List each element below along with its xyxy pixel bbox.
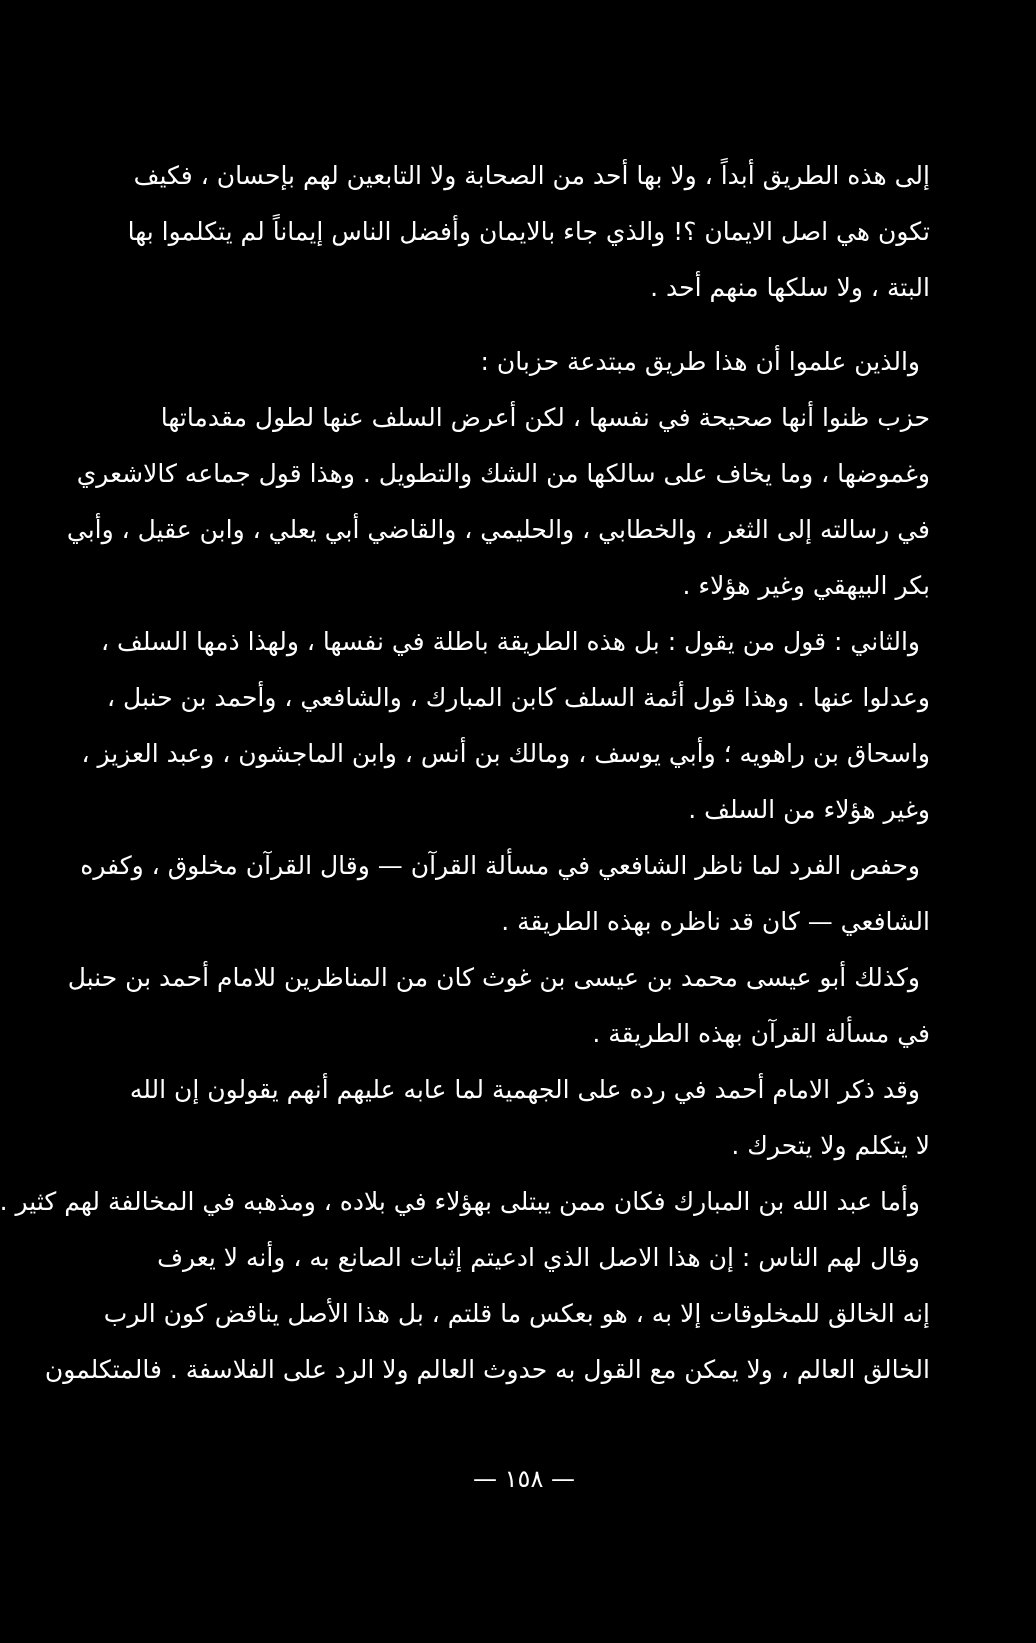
- text-line: وكذلك أبو عيسى محمد بن عيسى بن غوث كان من المناظرين للامام أحمد بن حنبل: [67, 963, 920, 992]
- page-number: — ١٥٨ —: [473, 1465, 575, 1493]
- text-line: في مسألة القرآن بهذه الطريقة .: [592, 1019, 930, 1048]
- text-line: تكون هي اصل الايمان ؟! والذي جاء بالايمان وأفضل الناس إيماناً لم يتكلموا بها: [127, 217, 930, 246]
- text-line: البتة ، ولا سلكها منهم أحد .: [650, 273, 930, 302]
- text-line: والثاني : قول من يقول : بل هذه الطريقة باطلة في نفسها ، ولهذا ذمها السلف ،: [101, 627, 920, 656]
- text-line: وأما عبد الله بن المبارك فكان ممن يبتلى بهؤلاء في بلاده ، ومذهبه في المخالفة لهم كثير .: [0, 1187, 920, 1216]
- text-line: وحفص الفرد لما ناظر الشافعي في مسألة القرآن — وقال القرآن مخلوق ، وكفره: [80, 851, 920, 880]
- text-line: بكر البيهقي وغير هؤلاء .: [682, 571, 930, 600]
- text-line: وقال لهم الناس : إن هذا الاصل الذي ادعيتم إثبات الصانع به ، وأنه لا يعرف: [157, 1243, 920, 1272]
- text-line: وقد ذكر الامام أحمد في رده على الجهمية لما عابه عليهم أنهم يقولون إن الله: [129, 1075, 920, 1104]
- text-line: واسحاق بن راهويه ؛ وأبي يوسف ، ومالك بن أنس ، وابن الماجشون ، وعبد العزيز ،: [81, 739, 930, 768]
- text-line: لا يتكلم ولا يتحرك .: [731, 1131, 930, 1160]
- text-line: وعدلوا عنها . وهذا قول أئمة السلف كابن المبارك ، والشافعي ، وأحمد بن حنبل ،: [107, 683, 930, 712]
- text-line: إلى هذه الطريق أبداً ، ولا بها أحد من الصحابة ولا التابعين لهم بإحسان ، فكيف: [133, 161, 930, 190]
- text-line: وغير هؤلاء من السلف .: [688, 795, 930, 824]
- text-line: إنه الخالق للمخلوقات إلا به ، هو بعكس ما قلتم ، بل هذا الأصل يناقض كون الرب: [103, 1299, 930, 1328]
- text-line: والذين علموا أن هذا طريق مبتدعة حزبان :: [480, 347, 920, 376]
- text-line: الخالق العالم ، ولا يمكن مع القول به حدوث العالم ولا الرد على الفلاسفة . فالمتكلمون: [44, 1355, 930, 1384]
- page-text: [0, 148, 930, 1398]
- text-line: في رسالته إلى الثغر ، والخطابي ، والحليمي ، والقاضي أبي يعلي ، وابن عقيل ، وأبي: [66, 515, 930, 544]
- text-line: وغموضها ، وما يخاف على سالكها من الشك والتطويل . وهذا قول جماعه كالاشعري: [76, 459, 930, 488]
- text-line: الشافعي — كان قد ناظره بهذه الطريقة .: [501, 907, 930, 936]
- text-line: حزب ظنوا أنها صحيحة في نفسها ، لكن أعرض السلف عنها لطول مقدماتها: [160, 403, 930, 432]
